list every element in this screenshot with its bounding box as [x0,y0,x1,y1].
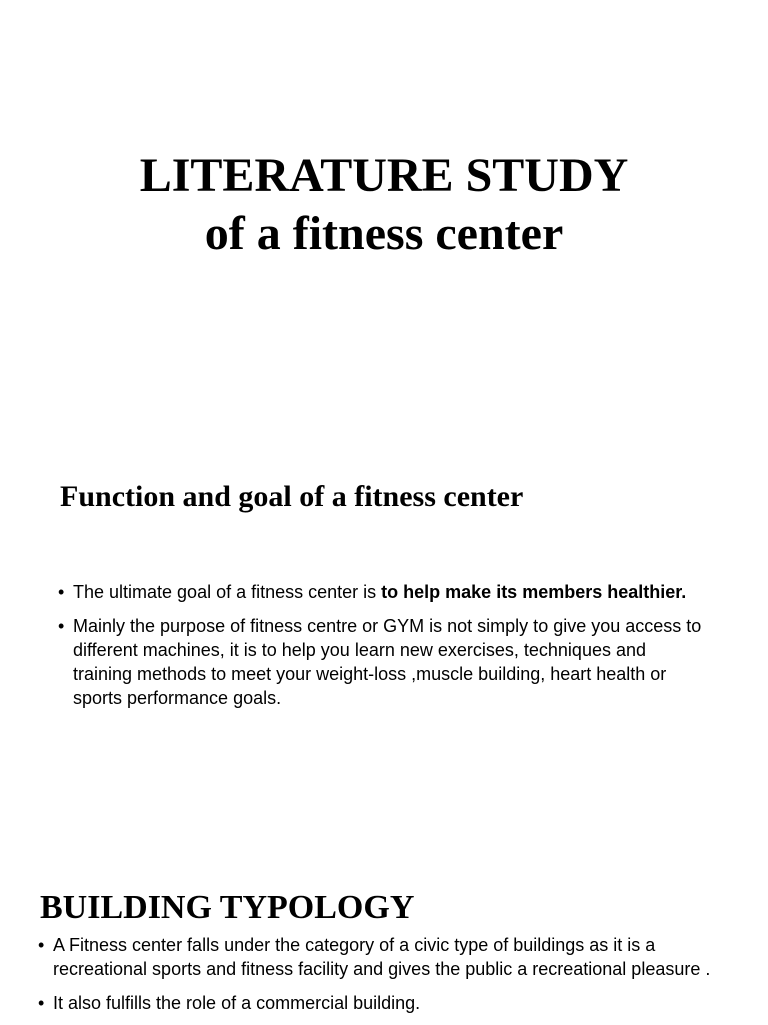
typology-slide [0,860,768,1024]
typology-bullet-2-text: It also fulfills the role of a commercial building. [53,993,421,1013]
title-line-1: LITERATURE STUDY [139,149,629,202]
title-line-2: of a fitness center [204,207,564,260]
title-slide [0,0,768,440]
typology-bullet-list [38,933,718,1025]
function-bullet-1-text: The ultimate goal of a fitness center is [73,582,382,602]
typology-bullet-2 [38,991,718,1015]
typology-bullet-1 [38,933,718,981]
function-heading: Function and goal of a fitness center [60,480,524,513]
function-slide [0,440,768,860]
function-bullet-2 [58,614,708,710]
function-bullet-list [58,580,708,720]
bullet-glyph: • [58,616,65,636]
function-bullet-2-text: Mainly the purpose of fitness centre or GYM is not simply to give you access to different machines, it is to help you learn new exercises, techniques and training methods to meet your weight-loss ,muscle building, heart health or sports performance goals. [73,616,702,708]
bullet-glyph: • [38,935,45,955]
typology-bullet-1-text: A Fitness center falls under the category of a civic type of buildings as it is a recreational sports and fitness facility and gives the public a recreational pleasure . [53,935,711,979]
function-bullet-1 [58,580,708,604]
bullet-glyph: • [58,582,65,602]
typology-heading: BUILDING TYPOLOGY [40,889,415,926]
bullet-glyph: • [38,993,45,1013]
function-bullet-1-bold: to help make its members healthier. [381,582,687,602]
